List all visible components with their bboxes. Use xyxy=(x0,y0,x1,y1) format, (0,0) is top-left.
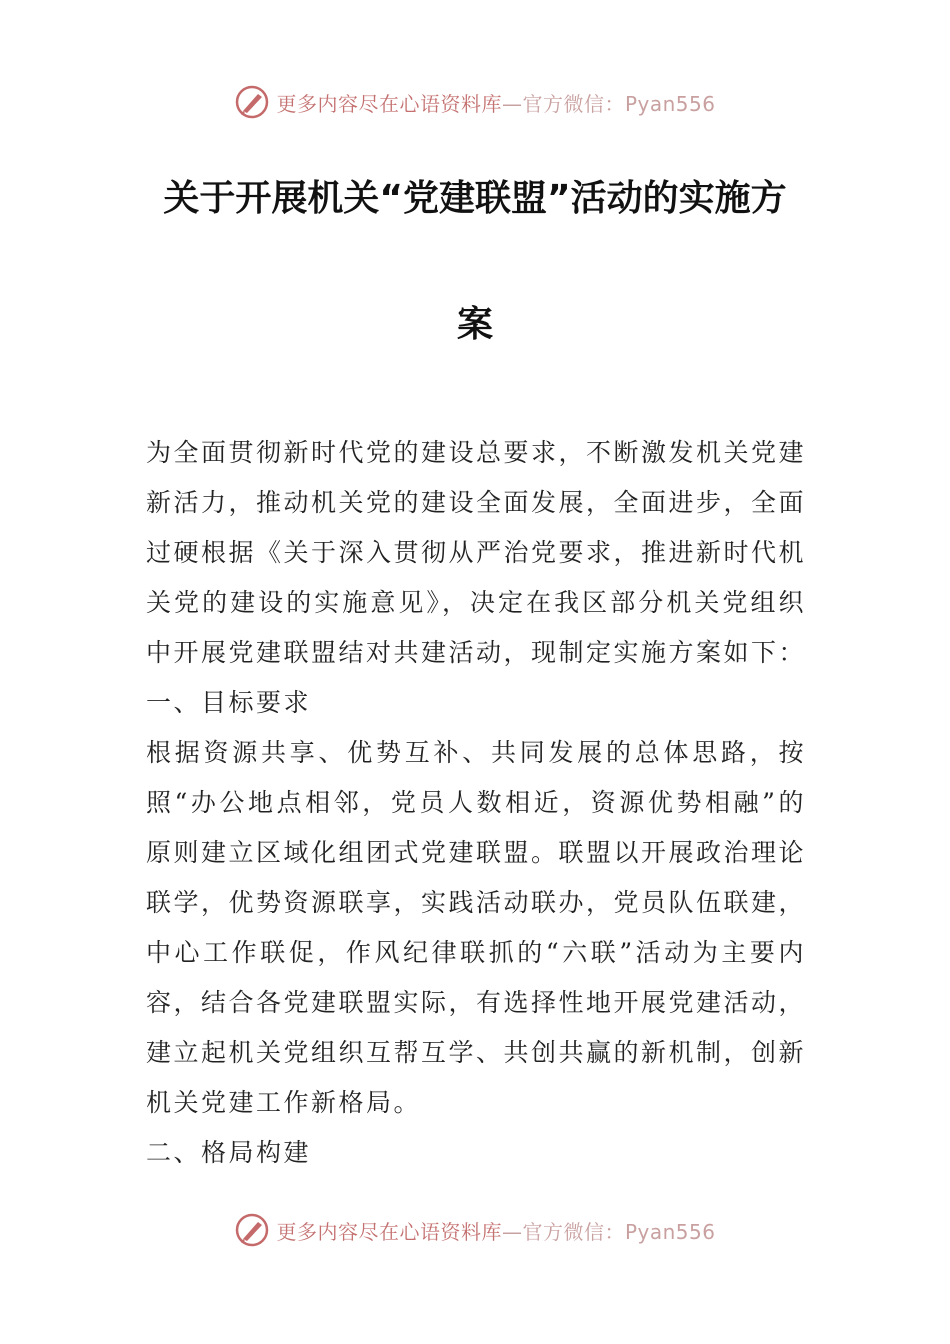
document-title-continued: 案 xyxy=(456,304,493,345)
section-heading-goals: 一、目标要求 xyxy=(146,688,312,717)
document-title: 关于开展机关“党建联盟”活动的实施方 xyxy=(163,178,787,219)
watermark-text: 更多内容尽在心语资料库—官方微信：Pyan556 xyxy=(276,91,716,116)
watermark-text: 更多内容尽在心语资料库—官方微信：Pyan556 xyxy=(276,1219,716,1244)
section-heading-structure: 二、格局构建 xyxy=(146,1138,312,1167)
document-body xyxy=(146,428,806,1178)
paragraph-goals: 根据资源共享、优势互补、共同发展的总体思路，按照“办公地点相邻，党员人数相近，资源优势相融”的原则建立区域化组团式党建联盟。联盟以开展政治理论联学，优势资源联享，实践活动联办，党员队伍联建，中心工作联促，作风纪律联抓的“六联”活动为主要内容，结合各党建联盟实际，有选择性地开展党建活动，建立起机关党组织互帮互学、共创共赢的新机制，创新机关党建工作新格局。 xyxy=(146,738,807,1117)
paragraph-intro: 为全面贯彻新时代党的建设总要求，不断激发机关党建新活力，推动机关党的建设全面发展，全面进步，全面过硬根据《关于深入贯彻从严治党要求，推进新时代机关党的建设的实施意见》，决定在我区部分机关党组织中开展党建联盟结对共建活动，现制定实施方案如下： xyxy=(146,438,807,667)
pen-logo-icon xyxy=(234,84,270,120)
header-watermark xyxy=(0,82,950,122)
pen-logo-icon xyxy=(234,1212,270,1248)
footer-watermark xyxy=(0,1210,950,1250)
